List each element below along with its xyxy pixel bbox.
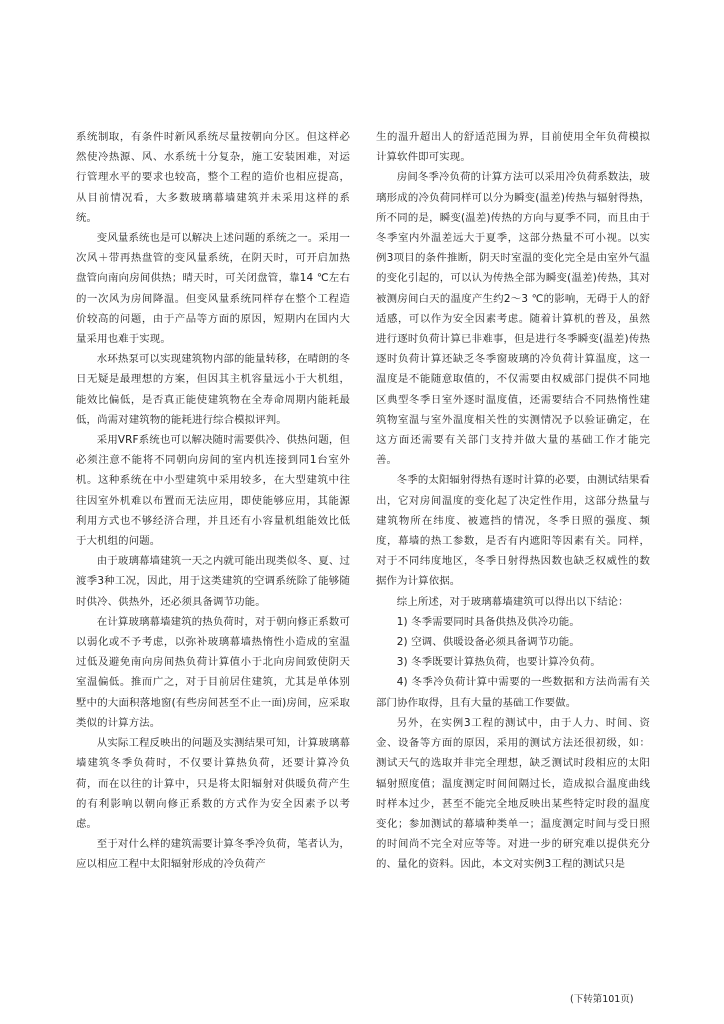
paragraph: 变风量系统也是可以解决上述问题的系统之一。采用一次风＋带再热盘管的变风量系统，在阴天时，可开启加热盘管向南向房间供热；晴天时，可关闭盘管，靠14 ℃左右的一次风为房间降温。但变风量系统同样存在整个工程造价较高的问题，由于产品等方面的原因，短期内在国内大量采用也难于实现。 <box>76 232 350 346</box>
conclusion-item: 4) 冬季冷负荷计算中需要的一些数据和方法尚需有关部门协作取得，且有大量的基础工作要做。 <box>376 676 650 709</box>
paragraph: 综上所述，对于玻璃幕墙建筑可以得出以下结论： <box>396 595 629 608</box>
continued-note: (下转第101页) <box>570 994 634 1005</box>
paragraph: 从实际工程反映出的问题及实测结果可知，计算玻璃幕墙建筑冬季负荷时，不仅要计算热负荷，还要计算冷负荷，而在以往的计算中，只是将太阳辐射对供暖负荷产生的有利影响以朝向修正系数的方式作为安全因素予以考虑。 <box>76 737 350 830</box>
paragraph: 另外，在实例3工程的测试中，由于人力、时间、资金、设备等方面的原因，采用的测试方法还很初级，如：测试天气的选取并非完全理想，缺乏测试时段相应的太阳辐射照度值；温度测定时间间隔过长，造成拟合温度曲线时样本过少，甚至不能完全地反映出某些特定时段的温度变化；参加测试的幕墙种类单一；温度测定时间与受日照的时间尚不完全对应等等。对进一步的研究难以提供充分的、量化的资料。因此，本文对实例3工程的测试只是 <box>376 716 650 871</box>
paragraph: 生的温升超出人的舒适范围为界，目前使用全年负荷模拟计算软件即可实现。 <box>376 131 650 164</box>
paragraph: 在计算玻璃幕墙建筑的热负荷时，对于朝向修正系数可以弱化或不予考虑，以弥补玻璃幕墙热惰性小造成的室温过低及避免南向房间热负荷计算值小于北向房间致使阴天室温偏低。推而广之，对于目前居住建筑，尤其是单体别墅中的大面积落地窗(有些房间甚至不止一面)房间，应采取类似的计算方法。 <box>76 615 350 729</box>
paragraph: 系统制取，有条件时新风系统尽量按朝向分区。但这样必然使冷热源、风、水系统十分复杂，施工安装困难，对运行管理水平的要求也较高，整个工程的造价也相应提高，从目前情况看，大多数玻璃幕墙建筑并未采用这样的系统。 <box>76 131 350 224</box>
conclusion-item: 1) 冬季需要同时具备供热及供冷功能。 <box>396 615 580 628</box>
paragraph: 冬季的太阳辐射得热有逐时计算的必要，由测试结果看出，它对房间温度的变化起了决定性作用，这部分热量与建筑物所在纬度、被遮挡的情况，冬季日照的强度、频度，幕墙的热工参数，是否有内遮阳等因素有关。同样，对于不同纬度地区，冬季日射得热因数也缺乏权威性的数据作为计算依据。 <box>376 474 650 588</box>
paragraph: 水环热泵可以实现建筑物内部的能量转移，在晴朗的冬日无疑是最理想的方案，但因其主机容量远小于大机组，能效比偏低，是否真正能使建筑物在全寿命周期内能耗最低，尚需对建筑物的能耗进行综合模拟评判。 <box>76 353 350 426</box>
paragraph: 房间冬季冷负荷的计算方法可以采用冷负荷系数法，玻璃形成的冷负荷同样可以分为瞬变(温差)传热与辐射得热，所不同的是，瞬变(温差)传热的方向与夏季不同，而且由于冬季室内外温差远大于夏季，这部分热量不可小视。以实例3项目的条件推断，阴天时室温的变化完全是由室外气温的变化引起的，可以认为传热全部为瞬变(温差)传热，其对被测房间白天的温度产生约2～3 ℃的影响，无碍于人的舒适感，可以作为安全因素考虑。随着计算机的普及，虽然进行逐时负荷计算已非难事，但是进行冬季瞬变(温差)传热逐时负荷计算还缺乏冬季窗玻璃的冷负荷计算温度，这一温度是不能随意取值的，不仅需要由权威部门提供不同地区典型冬季日室外逐时温度值，还需要结合不同热惰性建筑物室温与室外温度相关性的实测情况予以验证确定，在这方面还需要有关部门支持并做大量的基础工作才能完善。 <box>376 171 650 467</box>
paragraph: 采用VRF系统也可以解决随时需要供冷、供热问题，但必须注意不能将不同朝向房间的室内机连接到同1台室外机。这种系统在中小型建筑中采用较多，在大型建筑中往往因室外机难以布置而无法应用，即使能够应用，其能源利用方式也不够经济合理，并且还有小容量机组能效比低于大机组的问题。 <box>76 434 350 548</box>
conclusion-item: 3) 冬季既要计算热负荷，也要计算冷负荷。 <box>396 656 601 669</box>
right-column <box>376 127 650 875</box>
paragraph: 至于对什么样的建筑需要计算冬季冷负荷，笔者认为，应以相应工程中太阳辐射形成的冷负荷产 <box>76 838 350 871</box>
paragraph: 由于玻璃幕墙建筑一天之内就可能出现类似冬、夏、过渡季3种工况，因此，用于这类建筑的空调系统除了能够随时供冷、供热外，还必须具备调节功能。 <box>76 555 350 608</box>
conclusion-item: 2) 空调、供暖设备必须具备调节功能。 <box>396 636 580 649</box>
left-column <box>76 127 350 875</box>
